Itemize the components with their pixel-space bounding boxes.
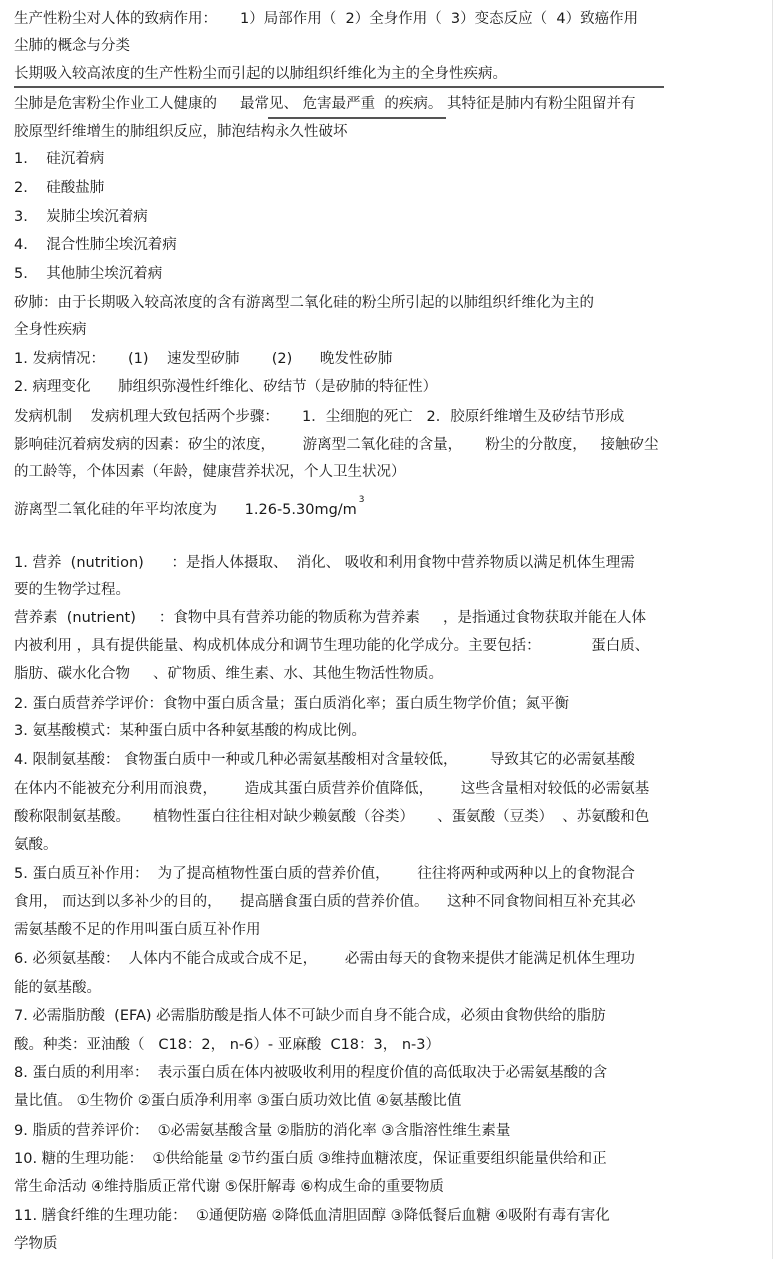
text-line: 需氨基酸不足的作用叫蛋白质互补作用 — [14, 922, 261, 938]
text-line: 脂肪、碳水化合物 、矿物质、维生素、水、其他生物活性物质。 — [14, 666, 444, 682]
underline — [268, 117, 446, 119]
text-line: 能的氨基酸。 — [14, 980, 101, 996]
text-line: 营养素 (nutrient) ：食物中具有营养功能的物质称为营养素 ，是指通过食物获取并能在人体 — [14, 610, 646, 626]
text-line: 的工龄等，个体因素（年龄，健康营养状况，个人卫生状况） — [14, 464, 406, 480]
text-line: 酸称限制氨基酸。 植物性蛋白往往相对缺少赖氨酸（谷类） 、蛋氨酸（豆类） 、苏氨酸和色 — [14, 809, 650, 825]
text-line: 酸。种类：亚油酸（ C18：2， n-6）- 亚麻酸 C18：3， n-3） — [14, 1037, 440, 1053]
text-line: 2. 硅酸盐肺 — [14, 180, 105, 196]
text-line: 2. 病理变化 肺组织弥漫性纤维化、矽结节（是矽肺的特征性） — [14, 379, 438, 395]
text-line: 4. 限制氨基酸： 食物蛋白质中一种或几种必需氨基酸相对含量较低， 导致其它的必需氨基酸 — [14, 752, 635, 768]
text-line: 全身性疾病 — [14, 322, 87, 338]
text-line: 7. 必需脂肪酸 (EFA) 必需脂肪酸是指人体不可缺少而自身不能合成，必须由食物供给的脂肪 — [14, 1008, 606, 1024]
text-line: 要的生物学过程。 — [14, 582, 130, 598]
text-line: 5. 其他肺尘埃沉着病 — [14, 266, 163, 282]
text-line: 内被利用 ，具有提供能量、构成机体成分和调节生理功能的化学成分。主要包括： 蛋白质、 — [14, 638, 650, 654]
text-line: 尘肺的概念与分类 — [14, 38, 130, 54]
text-line: 常生命活动 ④维持脂质正常代谢 ⑤保肝解毒 ⑥构成生命的重要物质 — [14, 1179, 444, 1195]
text-line: 生产性粉尘对人体的致病作用： 1）局部作用（ 2）全身作用（ 3）变态反应（ 4）致癌作用 — [14, 11, 639, 27]
text-line: 8. 蛋白质的利用率： 表示蛋白质在体内被吸收利用的程度价值的高低取决于必需氨基酸的含 — [14, 1065, 608, 1081]
text-line: 量比值。 ①生物价 ②蛋白质净利用率 ③蛋白质功效比值 ④氨基酸比值 — [14, 1093, 462, 1109]
text-line: 氨酸。 — [14, 837, 58, 853]
text-line: 矽肺：由于长期吸入较高浓度的含有游离型二氧化硅的粉尘所引起的以肺组织纤维化为主的 — [14, 295, 594, 311]
text-line: 学物质 — [14, 1236, 58, 1252]
text-line: 11. 膳食纤维的生理功能： ①通便防癌 ②降低血清胆固醇 ③降低餐后血糖 ④吸附有毒有害化 — [14, 1208, 610, 1224]
text-line: 6. 必须氨基酸： 人体内不能合成或合成不足， 必需由每天的食物来提供才能满足机体生理功 — [14, 951, 635, 967]
concentration-text: 游离型二氧化硅的年平均浓度为 1.26-5.30mg/m — [14, 501, 357, 517]
text-line: 1. 硅沉着病 — [14, 151, 105, 167]
underline — [14, 86, 664, 88]
text-line: 5. 蛋白质互补作用： 为了提高植物性蛋白质的营养价值， 往往将两种或两种以上的食物混合 — [14, 866, 635, 882]
text-line: 尘肺是危害粉尘作业工人健康的 最常见、 危害最严重 的疾病。 其特征是肺内有粉尘阻留并有 — [14, 96, 636, 112]
text-line: 4. 混合性肺尘埃沉着病 — [14, 237, 177, 253]
text-line: 发病机制 发病机理大致包括两个步骤： 1．尘细胞的死亡 2．胶原纤维增生及矽结节形成 — [14, 409, 625, 425]
text-line: 3. 炭肺尘埃沉着病 — [14, 209, 148, 225]
text-line: 胶原型纤维增生的肺组织反应，肺泡结构永久性破坏 — [14, 124, 348, 140]
text-line — [14, 495, 771, 517]
text-line: 2. 蛋白质营养学评价：食物中蛋白质含量；蛋白质消化率；蛋白质生物学价值；氮平衡 — [14, 696, 569, 712]
text-line: 10. 糖的生理功能： ①供给能量 ②节约蛋白质 ③维持血糖浓度，保证重要组织能量供给和正 — [14, 1151, 607, 1167]
text-line: 1. 发病情况： (1) 速发型矽肺 (2) 晚发性矽肺 — [14, 351, 393, 367]
text-line: 在体内不能被充分利用而浪费， 造成其蛋白质营养价值降低， 这些含量相对较低的必需氨基 — [14, 781, 650, 797]
text-line: 9. 脂质的营养评价： ①必需氨基酸含量 ②脂肪的消化率 ③含脂溶性维生素量 — [14, 1123, 511, 1139]
text-line: 长期吸入较高浓度的生产性粉尘而引起的以肺组织纤维化为主的全身性疾病。 — [14, 66, 507, 82]
superscript: 3 — [358, 495, 365, 505]
text-line: 1. 营养 (nutrition) ：是指人体摄取、 消化、 吸收和利用食物中营养物质以满足机体生理需 — [14, 555, 635, 571]
text-line: 3. 氨基酸模式：某种蛋白质中各种氨基酸的构成比例。 — [14, 723, 366, 739]
text-line: 影响硅沉着病发病的因素：矽尘的浓度， 游离型二氧化硅的含量， 粉尘的分散度， 接触矽尘 — [14, 437, 659, 453]
text-line: 食用， 而达到以多补少的目的， 提高膳食蛋白质的营养价值。 这种不同食物间相互补充其必 — [14, 894, 636, 910]
page-edge — [772, 0, 773, 1259]
